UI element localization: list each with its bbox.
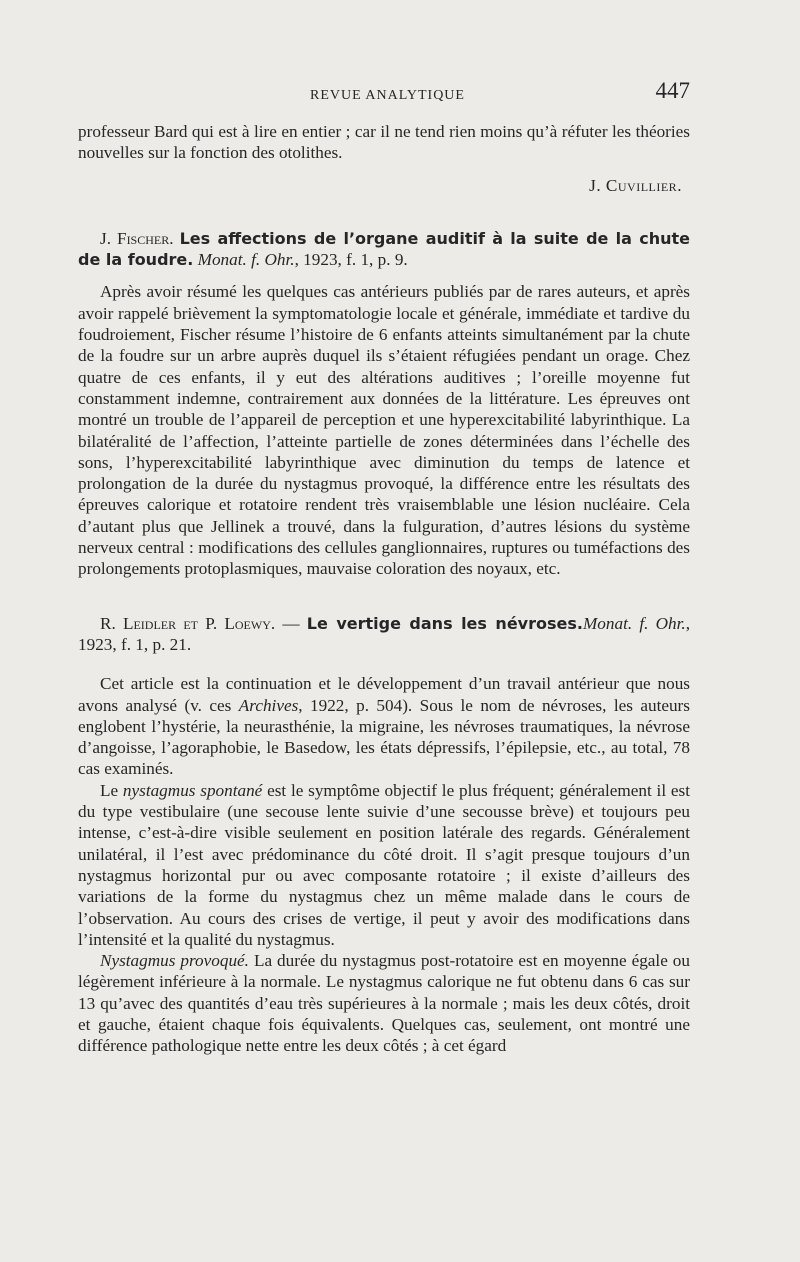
- journal-name: Monat. f. Ohr.: [197, 250, 295, 270]
- page-body: [78, 121, 690, 1057]
- paragraph-text: est le symptôme objectif le plus fréquent; généralement il est du type vestibulaire (une secouse lente suivie d’une secousse brève) et toujours peu intense, c’est-à-dire visible seulement en position latérale des regards. Généralement unilatéral, il l’est avec prédominance du côté droit. Il s’agit presque toujours d’un nystagmus horizontal pur ou avec composante rotatoire ; il existe d’ailleurs des variations de la forme du nystagmus chez un même malade dans le cours de l’observation. Au cours des crises de vertige, il peut y avoir des modifications dans l’intensité et la qualité du nystagmus.: [78, 780, 690, 949]
- paragraph-text: Cet article est la continuation et le développement d’un travail antérieur que nous avons analysé (v. ces: [78, 674, 690, 715]
- review-paragraph: [78, 673, 690, 779]
- journal-name: Monat. f. Ohr.: [582, 613, 686, 633]
- term-nystagmus-spontane: nystagmus spontané: [122, 780, 263, 800]
- page-number: 447: [655, 78, 690, 103]
- article-title: Le vertige dans les névroses.: [306, 613, 583, 633]
- term-nystagmus-provoque: Nystagmus provoqué.: [100, 951, 249, 971]
- review-continuation: professeur Bard qui est à lire en entier ; car il ne tend rien moins qu’à réfuter les théories nouvelles sur la fonction des otolithes.: [78, 122, 690, 163]
- article-author: J. Fischer.: [100, 228, 174, 248]
- review-paragraph: [78, 780, 690, 950]
- review-paragraph: Après avoir résumé les quelques cas antérieurs publiés par de rares auteurs, et après avoir rappelé brièvement la symptomatologie locale et générale, immédiate et tardive du foudroiement, Fischer résume l’histoire de 6 enfants atteints simultanément par la chute de la foudre sur un arbre auprès duquel ils s’étaient réfugiées pendant un orage. Chez quatre de ces enfants, il y eut des altérations auditives ; l’oreille moyenne fut constamment indemne, contrairement aux données de la littérature. Les épreuves ont montré un trouble de l’appareil de perception et une hyperexcitabilité labyrinthique. La bilatéralité de l’affection, l’atteinte partielle de zones déterminées dans l’échelle des sons, l’hyperexcitabilité labyrinthique avec diminution du temps de latence et prolongation de la durée du nystagmus provoqué, la différence entre les résultats des épreuves calorique et rotatoire rendent très vraisemblable une lésion nucléaire. Cela d’autant plus que Jellinek a trouvé, dans la fulguration, d’autres lésions du système nerveux central : modifications des cellules ganglionnaires, ruptures ou tuméfactions des prolongements protoplasmiques, mauvaise coloration des noyaux, etc.: [78, 282, 690, 579]
- review-paragraph: [78, 950, 690, 1056]
- paragraph-text: Le: [100, 780, 123, 800]
- review-heading-fischer: [78, 228, 690, 271]
- paragraph-text: , 1922, p. 504). Sous le nom de névroses, les auteurs englobent l’hystérie, la neurasthénie, la migraine, les névroses traumatiques, la névrose d’angoisse, l’agoraphobie, le Basedow, les états dépressifs, l’épilepsie, etc., au total, 78 cas examinés.: [78, 695, 690, 779]
- article-authors: R. Leidler et P. Loewy.: [100, 613, 276, 633]
- running-head: REVUE ANALYTIQUE: [310, 88, 465, 103]
- journal-citation: , 1923, f. 1, p. 9.: [294, 250, 408, 270]
- review-heading-leidler: R. Leidler et P. Loewy. — Le vertige dans les névroses.Monat. f. Ohr., 1923, f. 1, p. 21.: [78, 613, 691, 654]
- page-header: [78, 78, 690, 108]
- article-title: Les affections de l’organe auditif à la suite de la chute de la foudre.: [78, 228, 691, 270]
- paragraph-text: La durée du nystagmus post-rotatoire est en moyenne égale ou légèrement inférieure à la normale. Le nystagmus calorique ne fut obtenu dans 6 cas sur 13 qu’avec des quantités d’eau très supérieures à la normale ; mais les deux côtés, droit et gauche, étaient chaque fois équivalents. Quelques cas, seulement, ont montré une différence pathologique nette entre les deux côtés ; à cet égard: [78, 951, 690, 1056]
- journal-name: Archives: [238, 695, 299, 715]
- journal-citation: , 1923, f. 1, p. 21.: [78, 613, 691, 654]
- reviewer-signature: J. Cuvillier.: [589, 175, 682, 195]
